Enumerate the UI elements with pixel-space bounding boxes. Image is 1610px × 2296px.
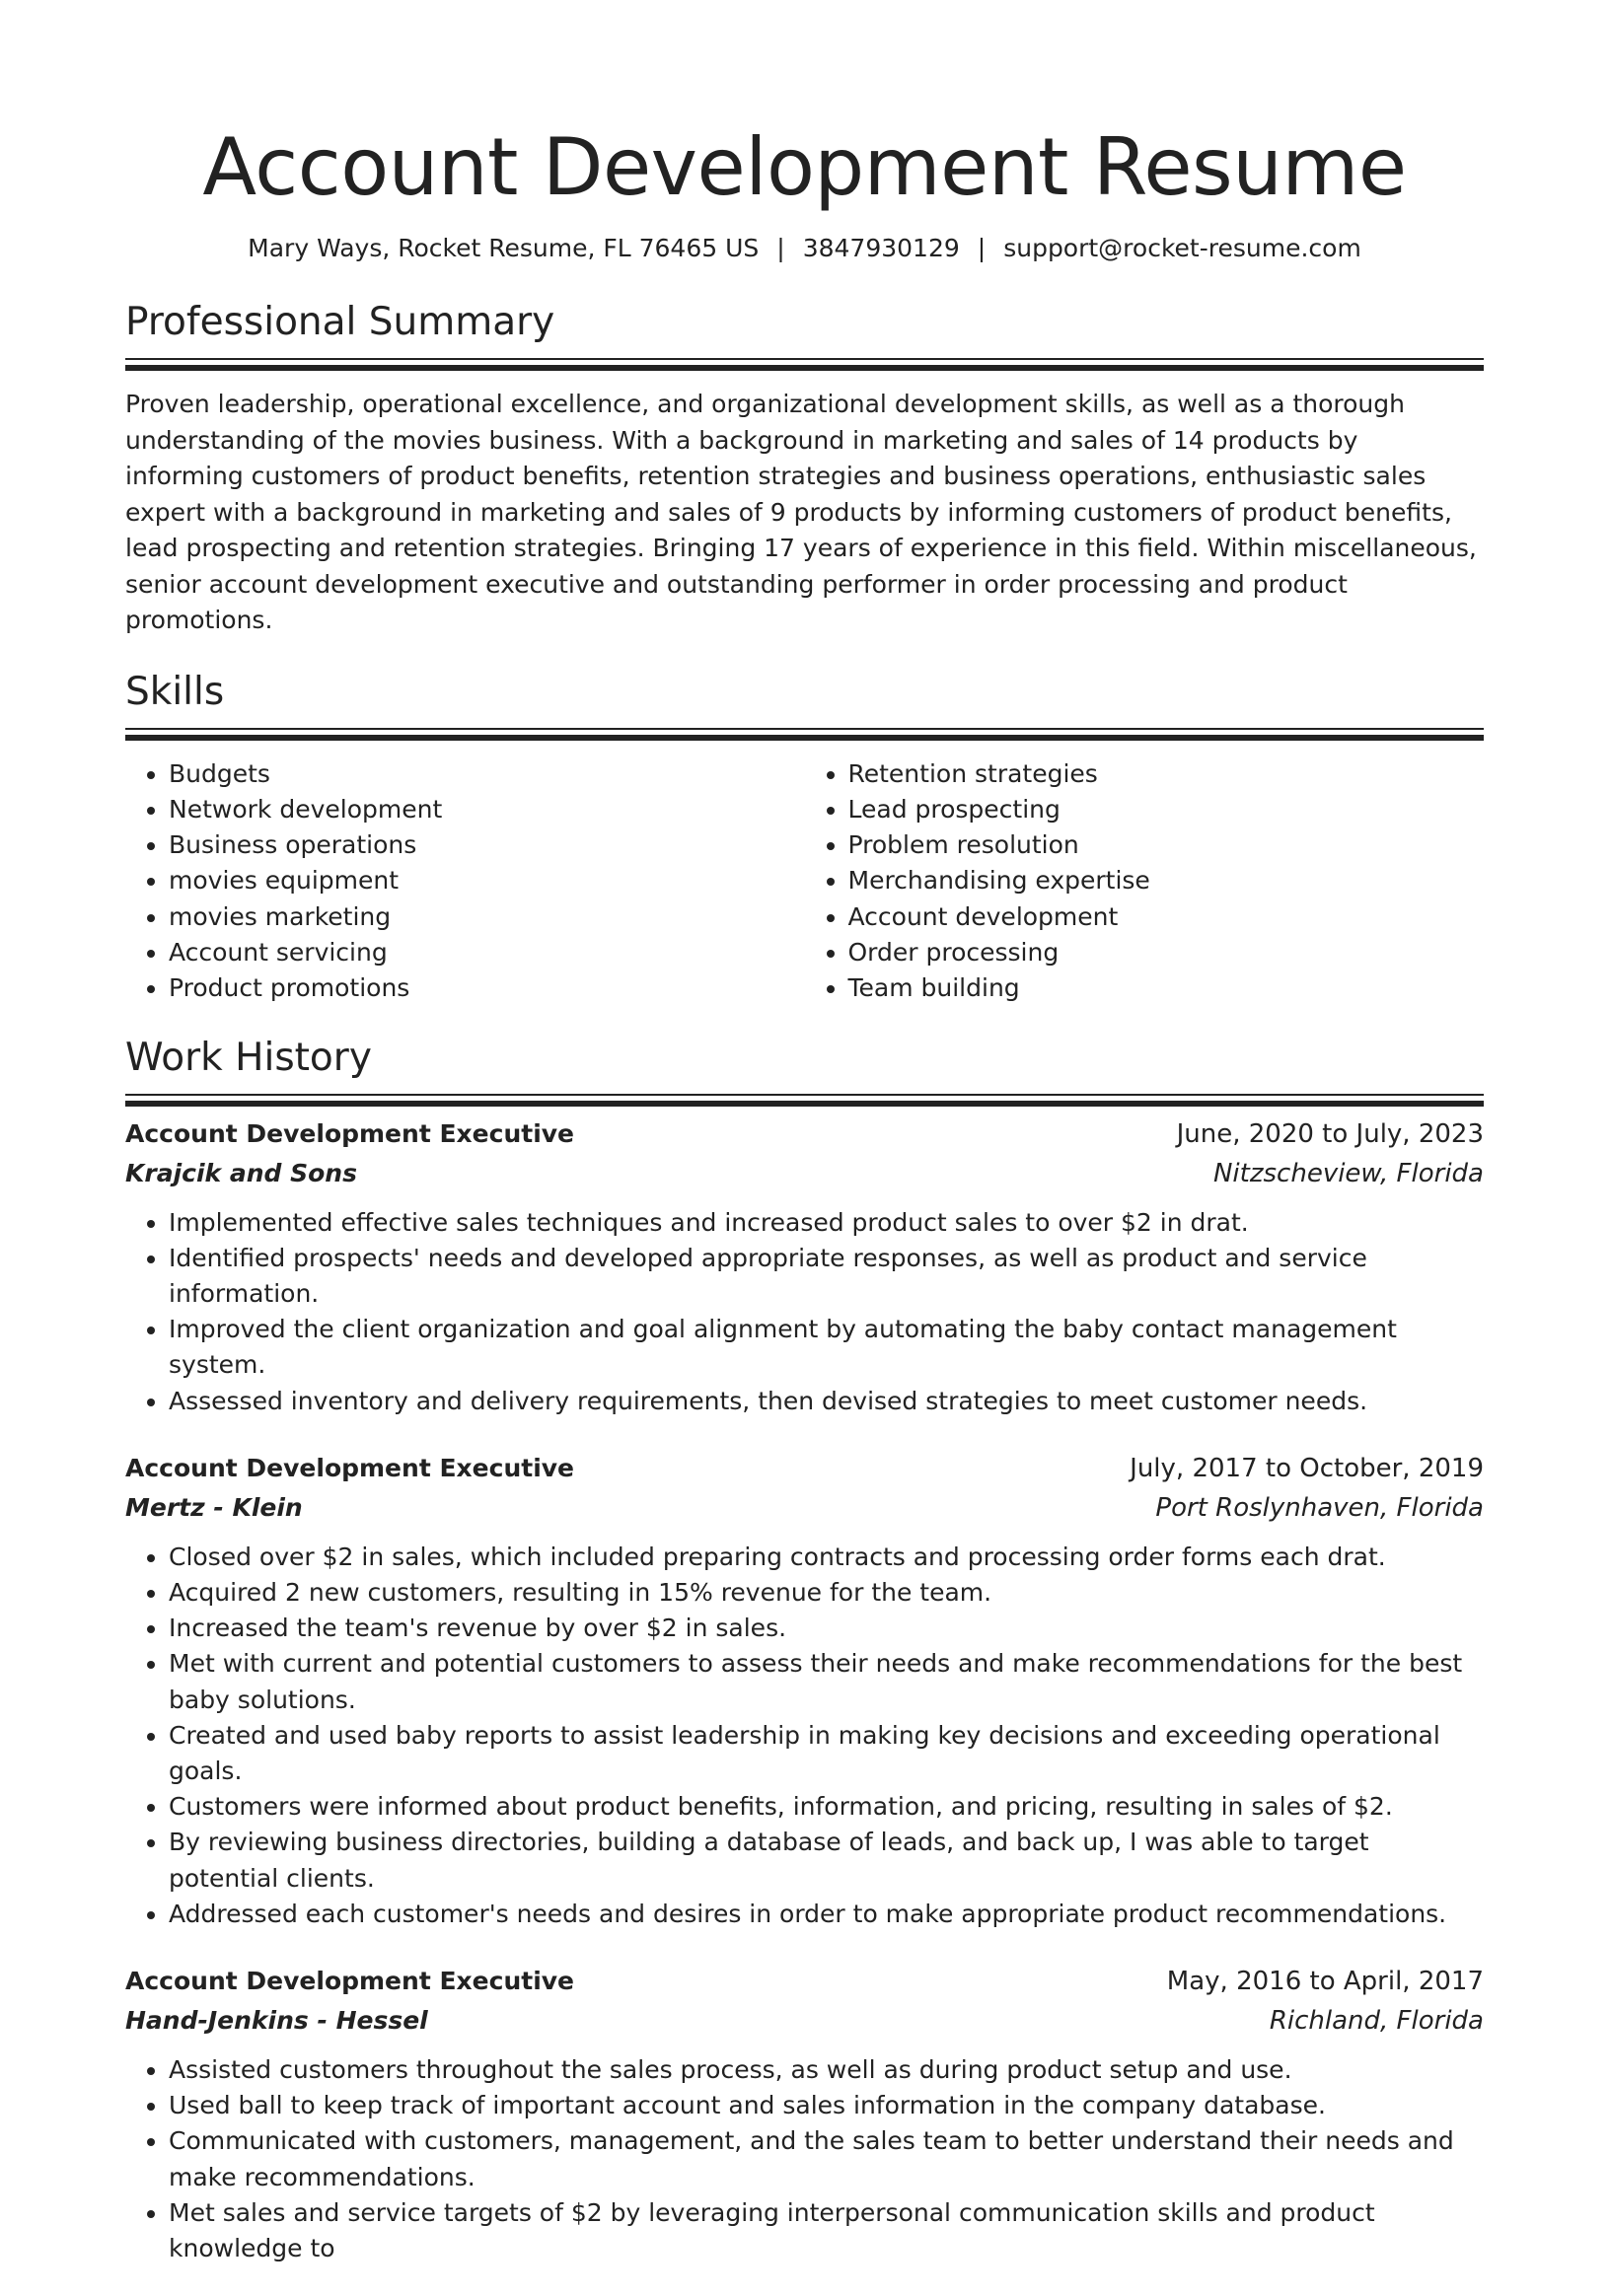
skill-item: • Lead prospecting — [848, 792, 1485, 827]
contact-phone: 3847930129 — [802, 234, 960, 262]
skill-item: • Account development — [848, 899, 1485, 935]
job-header — [125, 1114, 1484, 1154]
job-company: Hand-Jenkins - Hessel — [125, 2006, 428, 2036]
duty-item: • Identified prospects' needs and developed appropriate responses, as well as product and service information. — [169, 1241, 1484, 1312]
duty-item: • Increased the team's revenue by over $2 in sales. — [169, 1611, 1484, 1646]
contact-address: Mary Ways, Rocket Resume, FL 76465 US — [248, 234, 760, 262]
duty-item: • Assessed inventory and delivery requirements, then devised strategies to meet customer needs. — [169, 1384, 1484, 1419]
duty-item: • Met with current and potential customers to assess their needs and make recommendations for the best baby solutions. — [169, 1646, 1484, 1717]
contact-email: support@rocket-resume.com — [1003, 234, 1361, 262]
job-dates: June, 2020 to July, 2023 — [1176, 1118, 1484, 1149]
skills-list — [125, 756, 1484, 1007]
duty-item: • Assisted customers throughout the sales process, as well as during product setup and use. — [169, 2052, 1484, 2088]
job-header — [125, 1962, 1484, 2001]
skill-item: • Problem resolution — [848, 827, 1485, 863]
section-heading-summary: Professional Summary — [125, 300, 555, 344]
summary-section — [125, 299, 1484, 639]
section-divider — [125, 728, 1484, 741]
skills-section — [125, 669, 1484, 1007]
duty-item: • Improved the client organization and goal alignment by automating the baby contact management system. — [169, 1312, 1484, 1383]
section-divider — [125, 1094, 1484, 1107]
duty-item: • Used ball to keep track of important account and sales information in the company database. — [169, 2088, 1484, 2123]
job-subheader — [125, 2001, 1484, 2041]
skill-item: • movies marketing — [169, 899, 805, 935]
section-heading-work-history: Work History — [125, 1035, 372, 1080]
contact-separator: | — [776, 234, 785, 262]
job-header — [125, 1449, 1484, 1488]
skill-item: • Team building — [848, 970, 1485, 1006]
skill-item: • Order processing — [848, 935, 1485, 970]
duty-item: • Addressed each customer's needs and desires in order to make appropriate product recommendations. — [169, 1897, 1484, 1932]
job-dates: May, 2016 to April, 2017 — [1166, 1967, 1484, 1997]
duty-item: • By reviewing business directories, building a database of leads, and back up, I was able to target potential clients. — [169, 1825, 1484, 1896]
duty-item: • Communicated with customers, management, and the sales team to better understand their needs and make recommendations. — [169, 2123, 1484, 2194]
job-duties — [125, 1540, 1484, 1932]
job-subheader — [125, 1154, 1484, 1193]
section-divider — [125, 358, 1484, 371]
resume-page — [125, 0, 1484, 2296]
job-entry — [125, 1114, 1484, 1419]
job-subheader — [125, 1488, 1484, 1528]
duty-item: • Closed over $2 in sales, which included preparing contracts and processing order forms each drat. — [169, 1540, 1484, 1575]
skill-item: • Business operations — [169, 827, 805, 863]
duty-item: • Customers were informed about product benefits, information, and pricing, resulting in sales of $2. — [169, 1789, 1484, 1825]
work-history-section — [125, 1035, 1484, 2267]
skill-item: • Network development — [169, 792, 805, 827]
skills-column-left — [125, 756, 805, 1007]
job-title: Account Development Executive — [125, 1967, 575, 1996]
skill-item: • movies equipment — [169, 863, 805, 898]
duty-item: • Created and used baby reports to assist leadership in making key decisions and exceeding operational goals. — [169, 1718, 1484, 1789]
page-title: Account Development Resume — [202, 121, 1407, 213]
contact-separator: | — [977, 234, 987, 262]
job-location: Nitzscheview, Florida — [1212, 1158, 1484, 1188]
job-entry — [125, 1449, 1484, 1932]
section-heading-skills: Skills — [125, 669, 225, 714]
skills-column-right — [805, 756, 1485, 1007]
job-entry — [125, 1962, 1484, 2266]
job-duties — [125, 2052, 1484, 2266]
job-title: Account Development Executive — [125, 1453, 575, 1482]
duty-item: • Acquired 2 new customers, resulting in 15% revenue for the team. — [169, 1575, 1484, 1611]
skill-item: • Budgets — [169, 756, 805, 792]
job-duties — [125, 1205, 1484, 1419]
job-location: Port Roslynhaven, Florida — [1155, 1492, 1484, 1523]
skill-item: • Account servicing — [169, 935, 805, 970]
job-company: Mertz - Klein — [125, 1492, 303, 1522]
duty-item: • Met sales and service targets of $2 by leveraging interpersonal communication skills and product knowledge to — [169, 2195, 1484, 2266]
skill-item: • Merchandising expertise — [848, 863, 1485, 898]
skill-item: • Retention strategies — [848, 756, 1485, 792]
duty-item: • Implemented effective sales techniques and increased product sales to over $2 in drat. — [169, 1205, 1484, 1241]
contact-line — [125, 232, 1484, 265]
job-dates: July, 2017 to October, 2019 — [1130, 1453, 1484, 1483]
summary-text: Proven leadership, operational excellence, and organizational development skills, as well as a thorough understanding of the movies business. With a background in marketing and sales of 14 products by informing customers of product benefits, retention strategies and business operations, enthusiastic sales expert with a background in marketing and sales of 9 products by informing customers of product benefits, lead prospecting and retention strategies. Bringing 17 years of experience in this field. Within miscellaneous, senior account development executive and outstanding performer in order processing and product promotions. — [125, 390, 1477, 634]
job-location: Richland, Florida — [1269, 2006, 1484, 2037]
job-title: Account Development Executive — [125, 1118, 575, 1148]
skill-item: • Product promotions — [169, 970, 805, 1006]
job-company: Krajcik and Sons — [125, 1158, 357, 1187]
